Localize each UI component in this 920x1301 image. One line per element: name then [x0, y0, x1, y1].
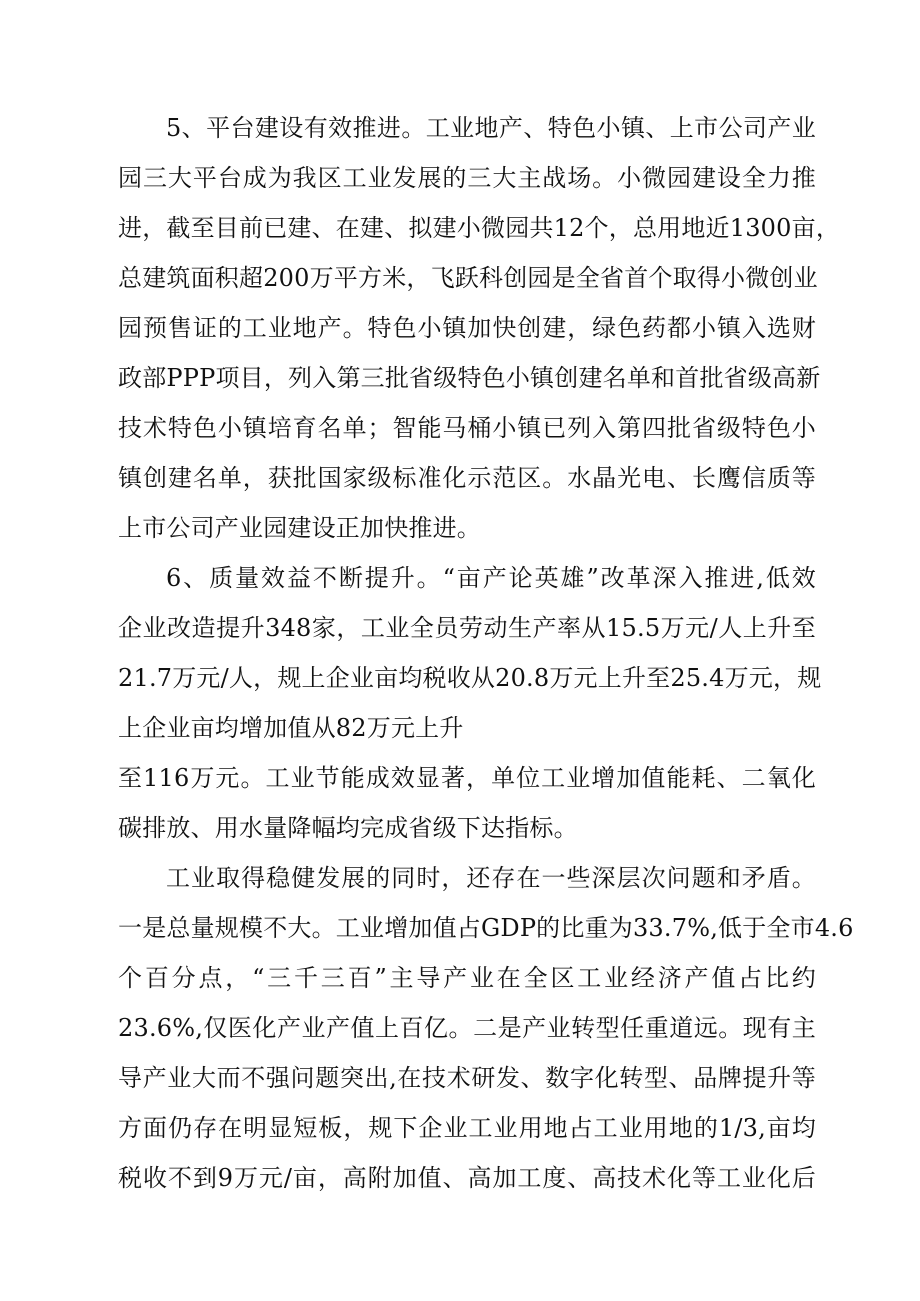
- paragraph-7-line-2: 一是总量规模不大。工业增加值占GDP的比重为33.7%,低于全市4.6: [118, 914, 854, 942]
- paragraph-6-line-2: 企业改造提升348家，工业全员劳动生产率从15.5万元/人上升至: [118, 614, 816, 642]
- paragraph-5-line-3: 进，截至目前已建、在建、拟建小微园共12个，总用地近1300亩，: [118, 214, 841, 242]
- paragraph-7-line-5: 导产业大而不强问题突出,在技术研发、数字化转型、品牌提升等: [118, 1064, 816, 1092]
- paragraph-6-line-3: 21.7万元/人，规上企业亩均税收从20.8万元上升至25.4万元，规: [118, 664, 822, 692]
- paragraph-5-line-4: 总建筑面积超200万平方米，飞跃科创园是全省首个取得小微创业: [118, 264, 818, 292]
- paragraph-7-line-3: 个百分点，“三千三百”主导产业在全区工业经济产值占比约: [118, 964, 816, 992]
- paragraph-6-line-4: 上企业亩均增加值从82万元上升: [118, 714, 464, 742]
- paragraph-5-line-1: 5、平台建设有效推进。工业地产、特色小镇、上市公司产业: [166, 114, 816, 142]
- paragraph-5-line-6: 政部PPP项目，列入第三批省级特色小镇创建名单和首批省级高新: [118, 364, 821, 392]
- paragraph-7-line-6: 方面仍存在明显短板，规下企业工业用地占工业用地的1/3,亩均: [118, 1114, 816, 1142]
- paragraph-5-line-5: 园预售证的工业地产。特色小镇加快创建，绿色药都小镇入选财: [118, 314, 816, 342]
- paragraph-5-line-7: 技术特色小镇培育名单；智能马桶小镇已列入第四批省级特色小: [118, 414, 816, 442]
- paragraph-6-line-6: 碳排放、用水量降幅均完成省级下达指标。: [118, 814, 578, 842]
- paragraph-5-line-8: 镇创建名单，获批国家级标准化示范区。水晶光电、长鹰信质等: [118, 464, 816, 492]
- paragraph-7-line-7: 税收不到9万元/亩，高附加值、高加工度、高技术化等工业化后: [118, 1164, 816, 1192]
- paragraph-7-line-1: 工业取得稳健发展的同时，还存在一些深层次问题和矛盾。: [166, 864, 816, 892]
- paragraph-6-line-5: 至116万元。工业节能成效显著，单位工业增加值能耗、二氧化: [118, 764, 816, 792]
- paragraph-7-line-4: 23.6%,仅医化产业产值上百亿。二是产业转型任重道远。现有主: [118, 1014, 816, 1042]
- paragraph-5-line-9: 上市公司产业园建设正加快推进。: [118, 514, 481, 542]
- paragraph-6-line-1: 6、质量效益不断提升。“亩产论英雄”改革深入推进,低效: [166, 564, 816, 592]
- paragraph-5-line-2: 园三大平台成为我区工业发展的三大主战场。小微园建设全力推: [118, 164, 816, 192]
